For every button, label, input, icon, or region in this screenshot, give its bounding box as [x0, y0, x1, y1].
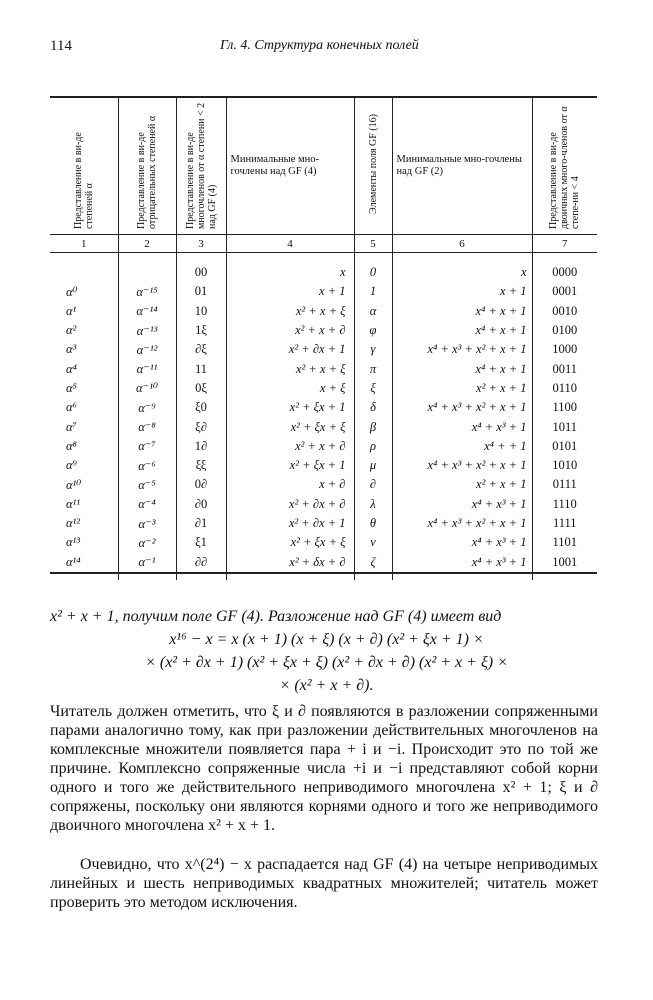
table-cell: ν	[354, 533, 392, 552]
table-cell: 0ξ	[176, 379, 226, 398]
table-cell: 11	[176, 359, 226, 378]
table-cell: 1100	[532, 398, 597, 417]
table-cell: x⁴ + x³ + x² + x + 1	[392, 514, 532, 533]
table-cell: α⁷	[66, 419, 77, 434]
table-cell: ξξ	[176, 456, 226, 475]
table-cell: α³	[66, 342, 77, 357]
table-cell: α⁻¹²	[118, 340, 176, 359]
table-cell: ρ	[354, 437, 392, 456]
col-header-6	[392, 97, 532, 235]
table-cell: 1010	[532, 456, 597, 475]
table-cell: α¹⁴	[66, 554, 81, 569]
table-cell: x⁴ + x³ + 1	[392, 533, 532, 552]
table-row	[50, 456, 597, 475]
table-cell: x² + ξx + 1	[226, 456, 354, 475]
table-cell: α²	[66, 323, 77, 338]
col-number: 6	[392, 235, 532, 253]
table-cell: 1011	[532, 417, 597, 436]
table-cell: x² + x + ∂	[226, 437, 354, 456]
table-cell: x	[226, 263, 354, 282]
text-line-1: x² + x + 1, получим поле GF (4). Разложение над GF (4) имеет вид	[50, 608, 502, 625]
table-cell: x² + ∂x + 1	[226, 340, 354, 359]
table-cell: ∂ξ	[176, 340, 226, 359]
table-cell: α⁻²	[118, 533, 176, 552]
table-row	[50, 437, 597, 456]
table-cell: α¹⁰	[66, 477, 82, 492]
table-cell: x² + ∂x + 1	[226, 514, 354, 533]
table-cell: α¹³	[66, 535, 81, 550]
table-cell: 1∂	[176, 437, 226, 456]
table-cell: λ	[354, 495, 392, 514]
col-number: 3	[176, 235, 226, 253]
col-header-1	[50, 97, 118, 235]
running-title: Гл. 4. Структура конечных полей	[220, 38, 419, 53]
table-cell: α¹²	[66, 516, 81, 530]
col-header-4	[226, 97, 354, 235]
table-row	[50, 263, 597, 282]
table-cell: γ	[354, 340, 392, 359]
table-body	[50, 263, 597, 573]
table-cell: x² + δx + ∂	[226, 552, 354, 572]
table-cell: 10	[176, 302, 226, 321]
table-row	[50, 475, 597, 494]
table-cell: α⁻⁴	[118, 495, 176, 514]
table-row	[50, 379, 597, 398]
formula-line-1: x¹⁶ − x = x (x + 1) (x + ξ) (x + ∂) (x² + ξx + 1) ×	[169, 631, 484, 648]
table-cell: α⁹	[66, 458, 77, 473]
table-cell: 1101	[532, 533, 597, 552]
table-cell: α⁰	[66, 284, 78, 299]
table-row	[50, 321, 597, 340]
table-row	[50, 417, 597, 436]
table-cell: δ	[354, 398, 392, 417]
col-header-7-label: Представление в ви-де двоичных много-членов от α степе-ни < 4	[548, 106, 582, 229]
table-cell: x⁴ + x + 1	[392, 321, 532, 340]
table-row	[50, 552, 597, 572]
col-header-3-label: Представление в ви-де многочленов от α степени < 2 над GF (4)	[184, 102, 218, 229]
table-cell: x² + ξx + ξ	[226, 533, 354, 552]
table-cell: x⁴ + x³ + x² + x + 1	[392, 456, 532, 475]
table-row	[50, 514, 597, 533]
col-header-6-label: Минимальные мно-гочлены над GF (2)	[396, 154, 522, 177]
col-header-5	[354, 97, 392, 235]
table-cell: α⁻⁸	[118, 417, 176, 436]
col-number: 1	[50, 235, 118, 253]
table-cell: π	[354, 359, 392, 378]
table-cell: ∂∂	[176, 552, 226, 572]
table-cell: α	[354, 302, 392, 321]
table-row	[50, 398, 597, 417]
table-cell: ξ1	[176, 533, 226, 552]
table-cell: α⁵	[66, 380, 77, 395]
table-cell: α⁻⁶	[118, 456, 176, 475]
table-cell: x² + x + ξ	[226, 302, 354, 321]
table-cell: θ	[354, 514, 392, 533]
table-cell: x + ∂	[226, 475, 354, 494]
table-row	[50, 282, 597, 301]
table-cell: α⁻¹¹	[118, 359, 176, 378]
table-cell: α⁶	[66, 400, 77, 415]
col-number: 4	[226, 235, 354, 253]
col-header-3	[176, 97, 226, 235]
table-cell: x⁴ + + 1	[392, 437, 532, 456]
col-header-4-label: Минимальные мно-гочлены над GF (4)	[230, 154, 320, 177]
table-cell: 0100	[532, 321, 597, 340]
table-row	[50, 340, 597, 359]
table-cell: 0011	[532, 359, 597, 378]
table-cell: x⁴ + x³ + x² + x + 1	[392, 398, 532, 417]
table-cell: x⁴ + x³ + 1	[392, 495, 532, 514]
table-cell: 1111	[532, 514, 597, 533]
table-cell: x² + ξx + ξ	[226, 417, 354, 436]
paragraph-2: Очевидно, что x^(2⁴) − x распадается над GF (4) на четыре неприводимых линейных и шесть неприводимых квадратных множителей; читатель может проверить это методом исключения.	[50, 856, 598, 911]
col-header-2-label: Представление в ви-де отрицательных степеней α	[136, 115, 158, 229]
table-cell: α⁻¹⁴	[118, 302, 176, 321]
table-cell: x⁴ + x³ + 1	[392, 552, 532, 572]
table-cell: 0110	[532, 379, 597, 398]
table-cell: ∂0	[176, 495, 226, 514]
table-cell: x² + x + 1	[392, 379, 532, 398]
table-cell: x² + x + ∂	[226, 321, 354, 340]
table-cell: α⁻¹³	[118, 321, 176, 340]
table-cell: ξ∂	[176, 417, 226, 436]
table-cell: 0000	[532, 263, 597, 282]
table-cell: x⁴ + x + 1	[392, 302, 532, 321]
table-cell: 00	[176, 263, 226, 282]
table-cell: x + ξ	[226, 379, 354, 398]
table-cell: α⁻⁷	[118, 437, 176, 456]
table-cell: ζ	[354, 552, 392, 572]
table-row	[50, 359, 597, 378]
table-cell: x² + x + ξ	[226, 359, 354, 378]
page-number: 114	[50, 38, 72, 54]
table-cell: 0∂	[176, 475, 226, 494]
table-cell: α⁻¹⁰	[118, 379, 176, 398]
gf16-table	[50, 96, 597, 580]
table-cell: 0010	[532, 302, 597, 321]
table-cell: α⁴	[66, 361, 77, 376]
table-cell: 0	[354, 263, 392, 282]
table-cell: x² + ∂x + ∂	[226, 495, 354, 514]
col-number: 7	[532, 235, 597, 253]
table-cell: 0101	[532, 437, 597, 456]
table-cell: α⁻¹⁵	[118, 282, 176, 301]
col-header-2	[118, 97, 176, 235]
table-cell: α¹¹	[66, 496, 81, 511]
table-cell: α⁸	[66, 438, 77, 453]
table-cell: α⁻³	[118, 514, 176, 533]
formula-line-2: × (x² + ∂x + 1) (x² + ξx + ξ) (x² + ∂x + ∂) (x² + x + ξ) ×	[145, 654, 508, 671]
table-cell: μ	[354, 456, 392, 475]
table-cell: x⁴ + x + 1	[392, 359, 532, 378]
table-cell: φ	[354, 321, 392, 340]
table-cell: x	[392, 263, 532, 282]
table-cell: 01	[176, 282, 226, 301]
col-number: 2	[118, 235, 176, 253]
table-cell: 1001	[532, 552, 597, 572]
table-row	[50, 302, 597, 321]
col-header-7	[532, 97, 597, 235]
table-cell: 0001	[532, 282, 597, 301]
table-cell: 1	[354, 282, 392, 301]
table-cell: ξ0	[176, 398, 226, 417]
table-cell: 1ξ	[176, 321, 226, 340]
col-header-1-label: Представление в ви-де степеней α	[72, 132, 95, 229]
col-header-5-label: Элементы поля GF (16)	[367, 114, 379, 214]
table-cell: 1110	[532, 495, 597, 514]
table-cell: α⁻⁹	[118, 398, 176, 417]
table-cell: x + 1	[226, 282, 354, 301]
table-cell: x² + x + 1	[392, 475, 532, 494]
col-number: 5	[354, 235, 392, 253]
table-cell	[118, 263, 176, 282]
table-row	[50, 495, 597, 514]
table-row	[50, 533, 597, 552]
paragraph-1: Читатель должен отметить, что ξ и ∂ появляются в разложении сопряженными парами аналогично тому, как при разложении действительных многочленов на комплексные множители появляется пара + i и −i. Происходит это по той же причине. Комплексно сопряженные числа +i и −i представляют собой корни одного и того же действительного неприводимого многочлена x² + 1; ξ и ∂ сопряжены, поскольку они являются корнями одного и того же неприводимого двоичного многочлена x² + x + 1.	[50, 703, 598, 834]
table-cell: ξ	[354, 379, 392, 398]
table-cell: x⁴ + x³ + 1	[392, 417, 532, 436]
formula-line-3: × (x² + x + ∂).	[279, 677, 374, 694]
table-cell: 0111	[532, 475, 597, 494]
table-cell: x + 1	[392, 282, 532, 301]
table-cell: x⁴ + x³ + x² + x + 1	[392, 340, 532, 359]
table-cell	[50, 263, 118, 282]
table-cell: ∂1	[176, 514, 226, 533]
table-cell: x² + ξx + 1	[226, 398, 354, 417]
table-cell: 1000	[532, 340, 597, 359]
table-cell: α¹	[66, 303, 77, 318]
table-cell: α⁻⁵	[118, 475, 176, 494]
table-cell: β	[354, 417, 392, 436]
table-cell: ∂	[354, 475, 392, 494]
table-cell: α⁻¹	[118, 552, 176, 572]
